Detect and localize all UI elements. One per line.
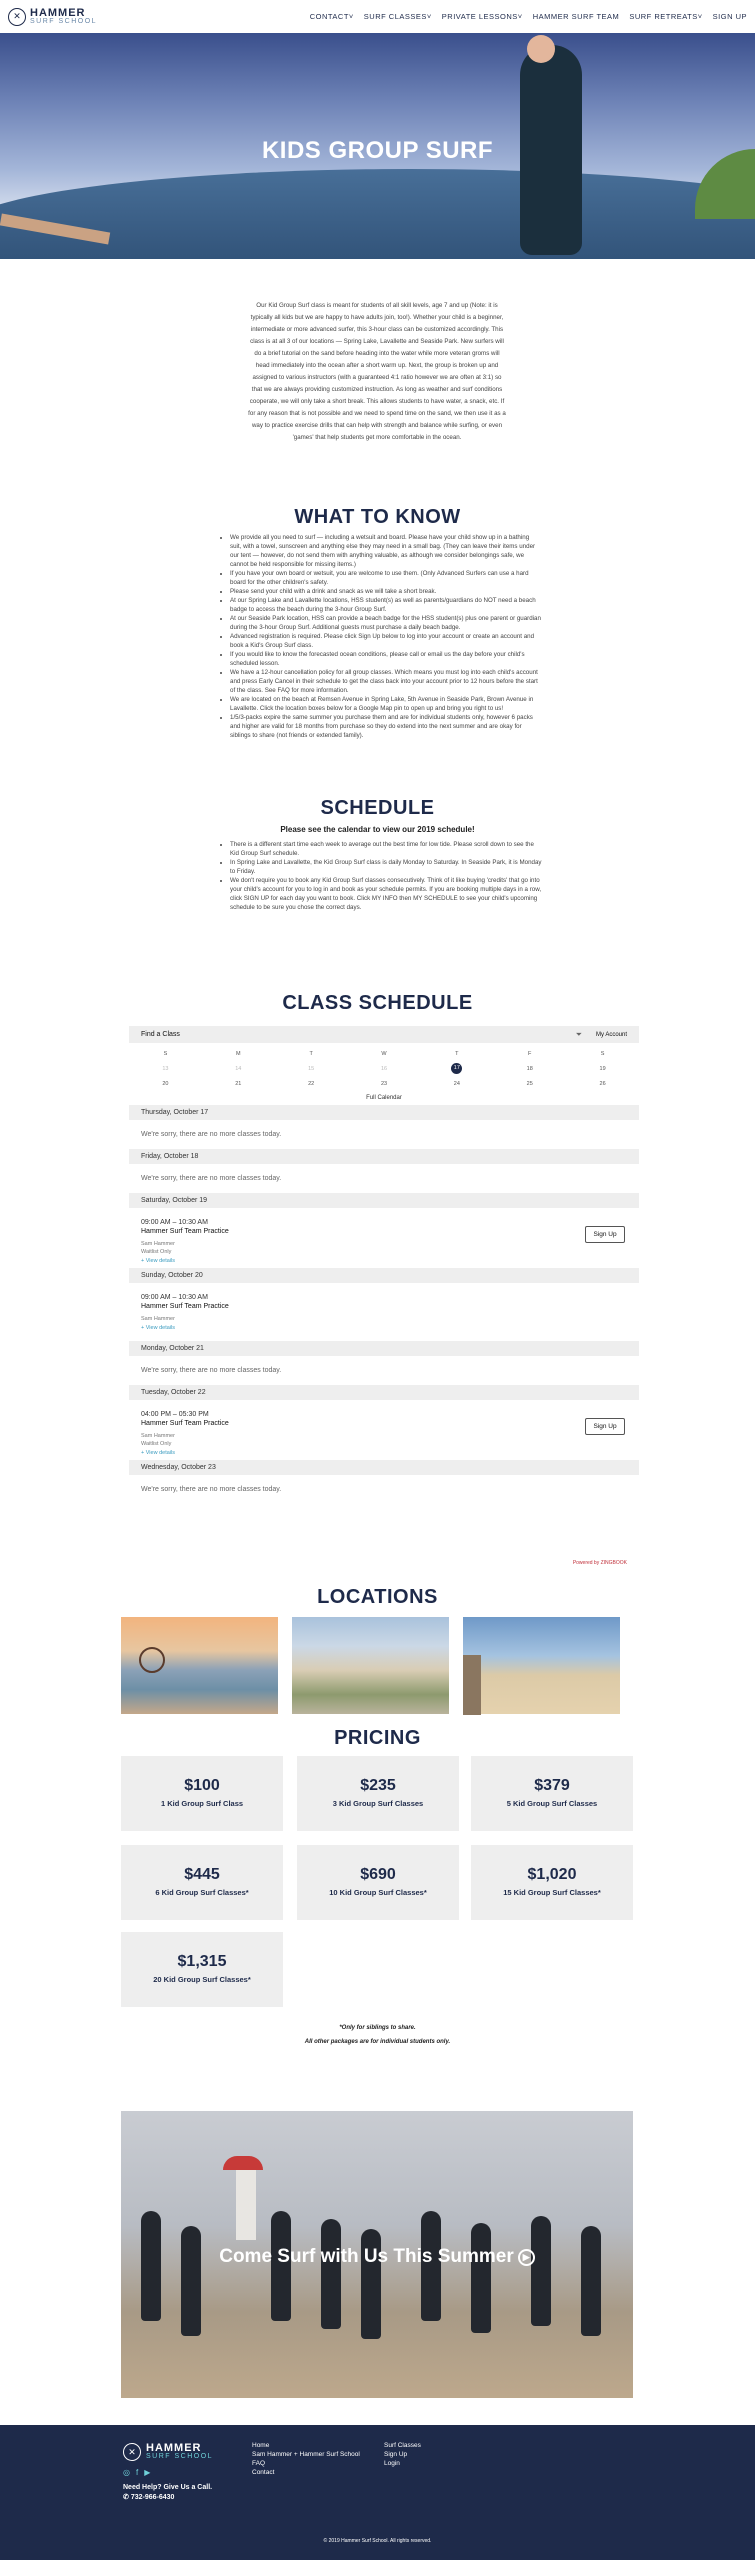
chevron-down-icon: ˅ bbox=[426, 12, 432, 21]
class-event bbox=[129, 1208, 639, 1268]
youtube-icon[interactable]: ▶ bbox=[144, 2468, 151, 2477]
calendar-day-selected[interactable] bbox=[420, 1063, 493, 1074]
ferris-wheel-shape bbox=[139, 1647, 165, 1673]
list-item: • We don't require you to book any Kid Group Surf classes consecutively. Think of it like buying 'credits' that go into your child's account for you to log in and book as your schedule permits. If you are booking multiple days in a row, click SIGN UP for each day you want to book. Click MY INFO then MY SCHEDULE to see your child's upcoming schedule to be sure you chose the correct days. bbox=[230, 876, 542, 912]
calendar-day[interactable]: 24 bbox=[453, 1080, 460, 1087]
event-note: Waitlist Only bbox=[141, 1249, 172, 1255]
list-item: • Advanced registration is required. Please click Sign Up below to log into your account or create an account and book a Kid's Group Surf class. bbox=[230, 632, 542, 650]
footer-link[interactable]: Surf Classes bbox=[384, 2442, 421, 2449]
footer-link[interactable]: Home bbox=[252, 2442, 270, 2449]
surfer-figure bbox=[321, 2219, 341, 2329]
calendar-day[interactable]: 22 bbox=[308, 1080, 315, 1087]
event-instructor: Sam Hammer bbox=[141, 1241, 175, 1247]
locations-title: LOCATIONS bbox=[317, 1586, 438, 1608]
price-label: 10 Kid Group Surf Classes* bbox=[329, 1888, 427, 1897]
footer-logo[interactable] bbox=[123, 2443, 213, 2461]
surfboard-logo-icon: ✕ bbox=[123, 2443, 141, 2461]
event-time: 04:00 PM – 05:30 PM bbox=[141, 1411, 209, 1418]
price-amount: $1,315 bbox=[177, 1953, 227, 1970]
footer-link[interactable]: Sam Hammer + Hammer Surf School bbox=[252, 2451, 360, 2458]
list-item: • At our Spring Lake and Lavallette locations, HSS student(s) as well as parents/guardians do NOT need a beach badge to access the beach during the 3-hour Group Surf. bbox=[230, 596, 542, 614]
intro-text: Our Kid Group Surf class is meant for students of all skill levels, age 7 and up (Note: it is typically all kids but we are happy to have adults join, too!). Whether your child is a beginner, intermediate or more advanced surfer, this 3-hour class can be customized accordingly. This class is at all 3 of our locations — Spring Lake, Lavallette and Seaside Park. New surfers will do a brief tutorial on the sand before heading into the water while more veteran groms will head immediately into the ocean after a short warm up. Next, the group is broken up and assigned to various instructors (with a guaranteed 4:1 ratio however we are often at 3:1) so that we are always providing customized instruction. As long as weather and surf conditions cooperate, we will only take a short break. This allows students to have water, a snack, etc. If for any reason that is not possible and we need to spend time on the sand, we then use it as a way to practice exercise drills that can help with strength and balance while surfing, or even 'games' that help students get more comfortable in the ocean. bbox=[248, 302, 506, 441]
schedule-title: SCHEDULE bbox=[320, 797, 435, 819]
nav-sign-up[interactable]: SIGN UP bbox=[712, 12, 747, 21]
list-item: • We have a 12-hour cancellation policy for all group classes. Which means you must log into each child's account and press Early Cancel in their schedule to get the class back into your account prior to 12 hours before the start of the class. See FAQ for more information. bbox=[230, 668, 542, 695]
calendar-day[interactable]: 16 bbox=[380, 1065, 388, 1072]
phone-link[interactable] bbox=[123, 2493, 212, 2503]
selected-day-number: 17 bbox=[451, 1063, 462, 1074]
week-row-2 bbox=[129, 1076, 639, 1091]
nav-hammer-surf-team[interactable]: HAMMER SURF TEAM bbox=[532, 12, 620, 21]
list-item: • There is a different start time each week to average out the best time for low tide. Please scroll down to see the Kid Group Surf schedule. bbox=[230, 840, 542, 858]
weekday-label: T bbox=[309, 1050, 313, 1057]
weekday-label: S bbox=[163, 1050, 168, 1057]
event-time: 09:00 AM – 10:30 AM bbox=[141, 1294, 208, 1301]
price-amount: $100 bbox=[184, 1777, 220, 1794]
surfer-figure bbox=[581, 2226, 601, 2336]
day-header: Friday, October 18 bbox=[129, 1149, 639, 1164]
footer-link[interactable]: Contact bbox=[252, 2469, 275, 2476]
what-to-know-list bbox=[222, 533, 542, 740]
day-header: Tuesday, October 22 bbox=[129, 1385, 639, 1400]
event-time: 09:00 AM – 10:30 AM bbox=[141, 1219, 208, 1226]
footer-logo-text: HAMMER bbox=[146, 2442, 202, 2454]
price-card[interactable] bbox=[121, 1756, 283, 1831]
pricing-note-individual: All other packages are for individual students only. bbox=[304, 2039, 451, 2045]
price-card[interactable] bbox=[471, 1756, 633, 1831]
calendar-day[interactable]: 19 bbox=[599, 1065, 606, 1072]
price-card[interactable] bbox=[471, 1845, 633, 1920]
event-name[interactable]: Hammer Surf Team Practice bbox=[141, 1420, 229, 1427]
weekday-row bbox=[129, 1046, 639, 1061]
hero-surfer-head bbox=[527, 35, 555, 63]
facebook-icon[interactable]: f bbox=[135, 2468, 139, 2477]
phone-icon: ✆ bbox=[123, 2494, 131, 2501]
no-classes-text: We're sorry, there are no more classes today. bbox=[141, 1175, 282, 1182]
no-classes-text: We're sorry, there are no more classes today. bbox=[141, 1131, 282, 1138]
price-card[interactable] bbox=[121, 1932, 283, 2007]
play-icon: ▶ bbox=[518, 2249, 535, 2266]
chevron-down-icon: ˅ bbox=[697, 12, 703, 21]
sign-up-button[interactable]: Sign Up bbox=[585, 1226, 625, 1243]
hero-ocean bbox=[0, 169, 755, 259]
nav-surf-classes[interactable]: SURF CLASSES˅ bbox=[363, 12, 432, 21]
hero-title: KIDS GROUP SURF bbox=[261, 137, 494, 164]
social-links bbox=[123, 2468, 150, 2477]
nav-private-lessons[interactable]: PRIVATE LESSONS˅ bbox=[441, 12, 523, 21]
calendar-day[interactable]: 18 bbox=[526, 1065, 533, 1072]
weekday-label: F bbox=[528, 1050, 532, 1057]
schedule-subtitle: Please see the calendar to view our 2019 schedule! bbox=[280, 825, 475, 834]
lifeguard-umbrella bbox=[223, 2156, 263, 2170]
calendar-day[interactable]: 26 bbox=[599, 1080, 606, 1087]
copyright: © 2019 Hammer Surf School. All rights reserved. bbox=[323, 2538, 432, 2544]
nav-surf-retreats[interactable]: SURF RETREATS˅ bbox=[629, 12, 703, 21]
footer-link[interactable]: FAQ bbox=[252, 2460, 266, 2467]
footer-links-col-1 bbox=[252, 2441, 360, 2477]
nav-contact[interactable]: CONTACT˅ bbox=[309, 12, 354, 21]
weekday-label: S bbox=[600, 1050, 605, 1057]
list-item: • Please send your child with a drink and snack as we will take a short break. bbox=[230, 587, 542, 596]
main-nav bbox=[310, 12, 747, 21]
calendar-day[interactable]: 15 bbox=[308, 1065, 315, 1072]
price-label: 20 Kid Group Surf Classes* bbox=[153, 1975, 251, 1984]
price-amount: $379 bbox=[534, 1777, 570, 1794]
price-card[interactable] bbox=[297, 1845, 459, 1920]
class-event bbox=[129, 1283, 639, 1341]
week-row-1 bbox=[129, 1061, 639, 1076]
chevron-down-icon: ˅ bbox=[517, 12, 523, 21]
hero-banner bbox=[0, 33, 755, 259]
price-card[interactable] bbox=[297, 1756, 459, 1831]
my-account-link[interactable]: My Account bbox=[595, 1031, 627, 1038]
footer-help bbox=[123, 2483, 212, 2503]
cta-text[interactable] bbox=[121, 2246, 633, 2268]
site-logo[interactable] bbox=[8, 8, 97, 26]
list-item: • If you would like to know the forecasted ocean conditions, please call or email us the day before your child's scheduled lesson. bbox=[230, 650, 542, 668]
footer-link[interactable]: Login bbox=[384, 2460, 400, 2467]
class-event bbox=[129, 1400, 639, 1460]
location-image-lavallette[interactable] bbox=[292, 1617, 449, 1714]
class-schedule-widget bbox=[129, 1026, 639, 1568]
price-label: 3 Kid Group Surf Classes bbox=[332, 1799, 424, 1808]
surfer-figure bbox=[181, 2226, 201, 2336]
list-item: • We provide all you need to surf — including a wetsuit and board. Please have your child show up in a bathing suit, with a towel, sunscreen and anything else they may need in a small bag. (They can leave their items under our tent — however, do not send them with anything valuable, as although we consider belongings safe, we cannot be held responsible for missing items.) bbox=[230, 533, 542, 569]
view-details-link[interactable]: + View details bbox=[141, 1325, 175, 1331]
site-header bbox=[0, 0, 755, 33]
event-instructor: Sam Hammer bbox=[141, 1316, 175, 1322]
event-instructor: Sam Hammer bbox=[141, 1433, 175, 1439]
price-amount: $690 bbox=[360, 1866, 396, 1883]
find-class-label: Find a Class bbox=[141, 1031, 180, 1038]
sign-up-button[interactable]: Sign Up bbox=[585, 1418, 625, 1435]
weekday-label: T bbox=[455, 1050, 459, 1057]
footer-link[interactable]: Sign Up bbox=[384, 2451, 408, 2458]
logo-text: HAMMER bbox=[30, 6, 86, 19]
footer-links-col-2 bbox=[384, 2441, 421, 2468]
full-calendar-link[interactable]: Full Calendar bbox=[366, 1095, 402, 1101]
calendar-day[interactable]: 20 bbox=[162, 1080, 169, 1087]
lifeguard-stand bbox=[236, 2170, 256, 2240]
price-label: 15 Kid Group Surf Classes* bbox=[503, 1888, 601, 1897]
day-header: Sunday, October 20 bbox=[129, 1268, 639, 1283]
boardwalk-shape bbox=[463, 1655, 481, 1715]
event-note: Waitlist Only bbox=[141, 1441, 172, 1447]
list-item: • At our Seaside Park location, HSS can provide a beach badge for the HSS student(s) plus one parent or guardian during the 3-hour Group Surf. Additional guests must purchase a daily beach badge. bbox=[230, 614, 542, 632]
schedule-list bbox=[222, 840, 542, 912]
surfer-figure bbox=[531, 2216, 551, 2326]
surfboard-logo-icon: ✕ bbox=[8, 8, 26, 26]
phone-number: 732-966-6430 bbox=[130, 2494, 175, 2501]
instagram-icon[interactable]: ◎ bbox=[123, 2468, 130, 2477]
calendar-day[interactable]: 23 bbox=[380, 1080, 388, 1087]
list-item: • If you have your own board or wetsuit, you are welcome to use them. (Only Advanced Surfers can use a hard board for the other children's safety. bbox=[230, 569, 542, 587]
price-label: 5 Kid Group Surf Classes bbox=[506, 1799, 598, 1808]
what-to-know-title: WHAT TO KNOW bbox=[294, 506, 461, 528]
price-amount: $445 bbox=[184, 1866, 220, 1883]
location-image-seaside-park[interactable] bbox=[121, 1617, 278, 1714]
weekday-label: W bbox=[381, 1050, 387, 1057]
price-amount: $235 bbox=[360, 1777, 396, 1794]
weekday-label: M bbox=[235, 1050, 241, 1057]
view-details-link[interactable]: + View details bbox=[141, 1450, 175, 1456]
calendar-day[interactable]: 25 bbox=[526, 1080, 533, 1087]
site-footer bbox=[0, 2425, 755, 2560]
calendar-day[interactable]: 14 bbox=[235, 1065, 242, 1072]
no-classes-text: We're sorry, there are no more classes today. bbox=[141, 1486, 282, 1493]
class-schedule-title: CLASS SCHEDULE bbox=[282, 992, 473, 1014]
day-header: Wednesday, October 23 bbox=[129, 1460, 639, 1475]
pricing-title: PRICING bbox=[334, 1727, 421, 1749]
event-name[interactable]: Hammer Surf Team Practice bbox=[141, 1303, 229, 1310]
event-name[interactable]: Hammer Surf Team Practice bbox=[141, 1228, 229, 1235]
list-item: • 1/5/3-packs expire the same summer you purchase them and are for individual students only, however 6 packs and higher are valid for 18 months from purchase so they do extend into the next summer and are okay for siblings to share (not friends or extended family). bbox=[230, 713, 542, 740]
pricing-note-siblings: *Only for siblings to share. bbox=[339, 2025, 416, 2031]
calendar-day[interactable]: 13 bbox=[162, 1065, 169, 1072]
view-details-link[interactable]: + View details bbox=[141, 1258, 175, 1264]
help-text: Need Help? Give Us a Call. bbox=[123, 2484, 213, 2491]
surfer-figure bbox=[471, 2223, 491, 2333]
calendar-day[interactable]: 21 bbox=[235, 1080, 242, 1087]
price-card[interactable] bbox=[121, 1845, 283, 1920]
filter-icon[interactable]: ⏷ bbox=[575, 1029, 582, 1039]
location-image-spring-lake[interactable] bbox=[463, 1617, 620, 1714]
day-header: Saturday, October 19 bbox=[129, 1193, 639, 1208]
footer-logo-subtext: SURF SCHOOL bbox=[146, 2453, 214, 2460]
logo-subtext: SURF SCHOOL bbox=[30, 17, 98, 25]
calendar-toolbar bbox=[129, 1026, 639, 1043]
cta-label: Come Surf with Us This Summer bbox=[219, 2246, 514, 2267]
list-item: • In Spring Lake and Lavallette, the Kid Group Surf class is daily Monday to Saturday. In Seaside Park, it is Monday to Friday. bbox=[230, 858, 542, 876]
day-header: Thursday, October 17 bbox=[129, 1105, 639, 1120]
cta-banner[interactable] bbox=[121, 2111, 633, 2398]
chevron-down-icon: ˅ bbox=[348, 12, 354, 21]
no-classes-text: We're sorry, there are no more classes today. bbox=[141, 1367, 282, 1374]
price-label: 1 Kid Group Surf Class bbox=[160, 1799, 244, 1808]
price-amount: $1,020 bbox=[527, 1866, 577, 1883]
powered-by-badge[interactable]: Powered by ZINGBOOK bbox=[572, 1560, 627, 1566]
day-header: Monday, October 21 bbox=[129, 1341, 639, 1356]
price-label: 6 Kid Group Surf Classes* bbox=[155, 1888, 249, 1897]
list-item: • We are located on the beach at Remsen Avenue in Spring Lake, 5th Avenue in Seaside Park, Brown Avenue in Lavallette. Click the location boxes below for a Google Map pin to open up and bring you right to us! bbox=[230, 695, 542, 713]
